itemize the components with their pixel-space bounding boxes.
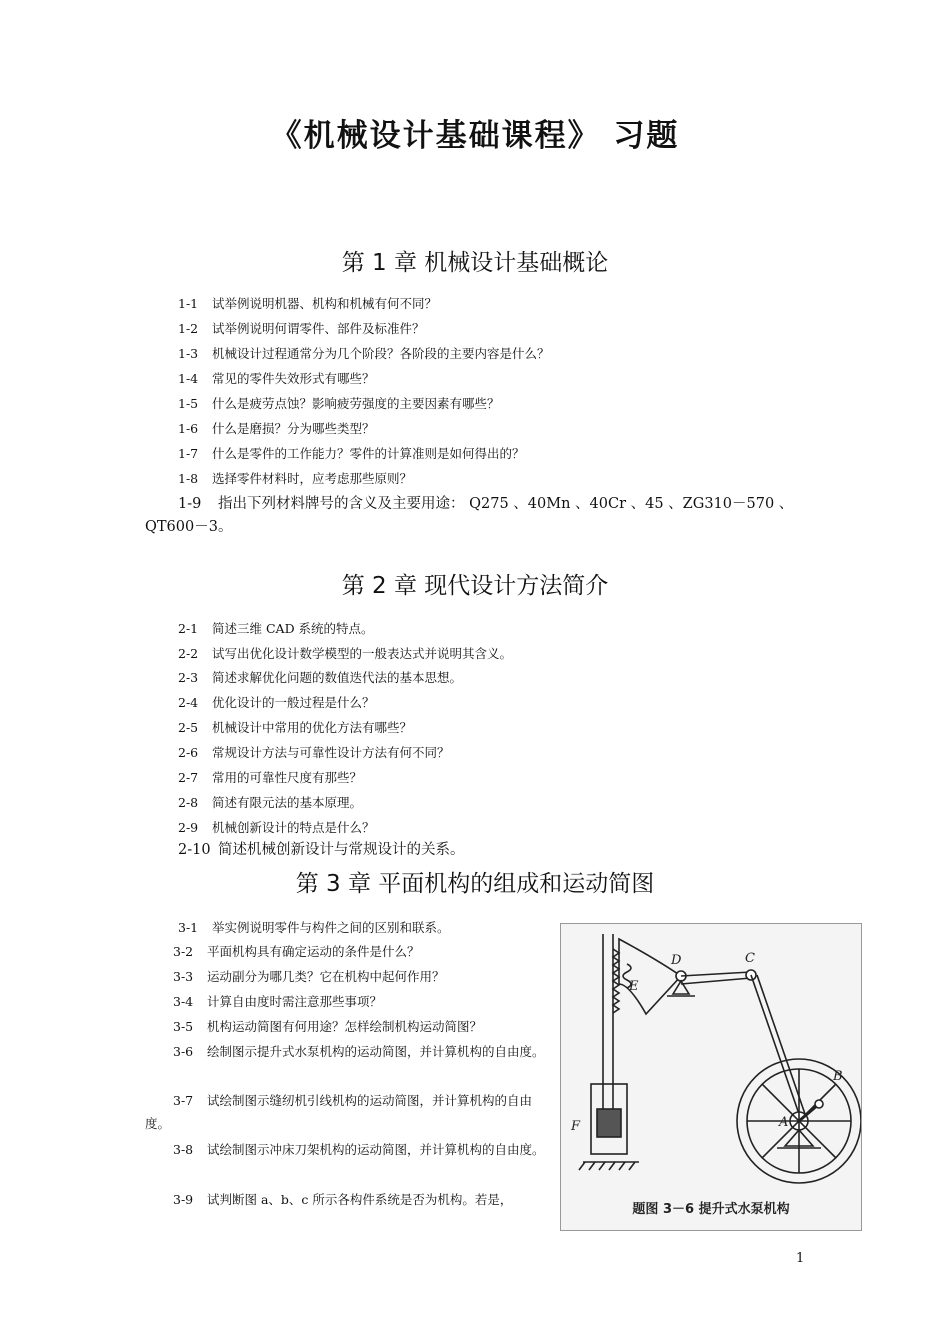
question-1-5: [178, 396, 500, 412]
question-2-6: [178, 745, 450, 761]
question-text: 试判断图 a、b、c 所示各构件系统是否为机构。若是，: [207, 1192, 513, 1207]
question-number: 3-8: [173, 1142, 194, 1157]
pump-mechanism-figure: [560, 923, 862, 1231]
question-3-1: [178, 920, 450, 936]
figure-caption: 题图 3－6 提升式水泵机构: [632, 1202, 790, 1217]
question-text: 计算自由度时需注意那些事项？: [207, 994, 383, 1009]
document-title: 《机械设计基础课程》 习题: [270, 118, 680, 154]
question-1-7: [178, 446, 525, 462]
question-text: 常规设计方法与可靠性设计方法有何不同？: [212, 745, 450, 760]
question-text: 选择零件材料时，应考虑那些原则？: [212, 471, 413, 486]
question-1-9: [145, 493, 810, 539]
question-number: 1-5: [178, 396, 199, 411]
question-3-7: [145, 1089, 545, 1135]
question-1-8: [178, 471, 412, 487]
question-1-1: [178, 296, 437, 312]
question-number: 3-2: [173, 944, 194, 959]
question-2-9: [178, 820, 375, 836]
question-text: 常见的零件失效形式有哪些？: [212, 371, 375, 386]
chapter-3-title: 第 3 章 平面机构的组成和运动简图: [295, 871, 655, 897]
question-number: 2-9: [178, 820, 199, 835]
question-text: 机械创新设计的特点是什么？: [212, 820, 375, 835]
question-number: 2-8: [178, 795, 199, 810]
question-2-8: [178, 795, 362, 811]
question-number: 3-1: [178, 920, 199, 935]
question-text: 试绘制图示缝纫机引线机构的运动简图，并计算机构的自由度。: [145, 1093, 533, 1131]
question-text: 什么是零件的工作能力？零件的计算准则是如何得出的？: [212, 446, 525, 461]
question-2-5: [178, 720, 412, 736]
question-number: 1-9: [178, 496, 202, 512]
question-number: 3-5: [173, 1019, 194, 1034]
question-number: 1-7: [178, 446, 199, 461]
question-text: 什么是疲劳点蚀？影响疲劳强度的主要因素有哪些？: [212, 396, 500, 411]
question-text: 常用的可靠性尺度有那些？: [212, 770, 363, 785]
label-d: D: [671, 953, 682, 968]
label-c: C: [745, 951, 755, 966]
question-number: 2-2: [178, 646, 199, 661]
question-3-6: [145, 1040, 545, 1063]
question-number: 2-7: [178, 770, 199, 785]
label-a: A: [779, 1115, 789, 1130]
question-number: 2-3: [178, 670, 199, 685]
question-number: 1-2: [178, 321, 199, 336]
question-1-3: [178, 346, 550, 362]
question-2-2: [178, 646, 512, 662]
question-text: 举实例说明零件与构件之间的区别和联系。: [212, 920, 450, 935]
question-3-9: [173, 1192, 512, 1208]
label-e: E: [629, 979, 639, 994]
question-number: 2-1: [178, 621, 199, 636]
question-3-8: [145, 1138, 545, 1161]
question-number: 3-4: [173, 994, 194, 1009]
question-number: 1-6: [178, 421, 199, 436]
question-2-1: [178, 621, 374, 637]
page-number: 1: [796, 1251, 805, 1266]
question-number: 2-5: [178, 720, 199, 735]
question-text: 机械设计过程通常分为几个阶段？各阶段的主要内容是什么？: [212, 346, 550, 361]
label-f: F: [571, 1119, 581, 1134]
question-number: 3-9: [173, 1192, 194, 1207]
question-2-7: [178, 770, 362, 786]
question-text: 试举例说明机器、机构和机械有何不同？: [212, 296, 438, 311]
question-1-6: [178, 421, 375, 437]
question-number: 2-4: [178, 695, 199, 710]
question-number: 1-1: [178, 296, 199, 311]
question-2-3: [178, 670, 462, 686]
question-1-4: [178, 371, 375, 387]
question-number: 3-6: [173, 1044, 194, 1059]
question-3-4: [173, 994, 382, 1010]
question-number: 1-3: [178, 346, 199, 361]
question-text: 简述机械创新设计与常规设计的关系。: [218, 842, 465, 858]
question-text: 指出下列材料牌号的含义及主要用途： Q275 、40Mn 、40Cr 、45 、ZG310－570 、QT600－3。: [145, 496, 794, 535]
question-text: 试绘制图示冲床刀架机构的运动简图，并计算机构的自由度。: [207, 1142, 545, 1157]
question-1-2: [178, 321, 425, 337]
question-3-5: [173, 1019, 482, 1035]
question-number: 1-4: [178, 371, 199, 386]
question-text: 试举例说明何谓零件、部件及标准件？: [212, 321, 425, 336]
question-text: 优化设计的一般过程是什么？: [212, 695, 375, 710]
question-text: 平面机构具有确定运动的条件是什么？: [207, 944, 420, 959]
question-text: 什么是磨损？分为哪些类型？: [212, 421, 375, 436]
label-b: B: [833, 1069, 843, 1084]
question-2-4: [178, 695, 375, 711]
question-number: 2-10: [178, 842, 211, 858]
chapter-1-title: 第 1 章 机械设计基础概论: [341, 250, 609, 276]
question-text: 简述三维 CAD 系统的特点。: [212, 621, 374, 636]
pump-mechanism-drawing: [561, 924, 861, 1230]
question-text: 机构运动简图有何用途？怎样绘制机构运动简图？: [207, 1019, 483, 1034]
question-2-10: [178, 842, 465, 858]
question-number: 3-7: [173, 1093, 194, 1108]
question-number: 3-3: [173, 969, 194, 984]
question-number: 2-6: [178, 745, 199, 760]
chapter-2-title: 第 2 章 现代设计方法简介: [341, 573, 609, 599]
question-text: 机械设计中常用的优化方法有哪些？: [212, 720, 413, 735]
question-text: 试写出优化设计数学模型的一般表达式并说明其含义。: [212, 646, 513, 661]
question-text: 简述有限元法的基本原理。: [212, 795, 363, 810]
question-text: 绘制图示提升式水泵机构的运动简图，并计算机构的自由度。: [207, 1044, 545, 1059]
question-text: 简述求解优化问题的数值迭代法的基本思想。: [212, 670, 463, 685]
question-3-3: [173, 969, 445, 985]
question-number: 1-8: [178, 471, 199, 486]
question-3-2: [173, 944, 420, 960]
question-text: 运动副分为哪几类？它在机构中起何作用？: [207, 969, 445, 984]
